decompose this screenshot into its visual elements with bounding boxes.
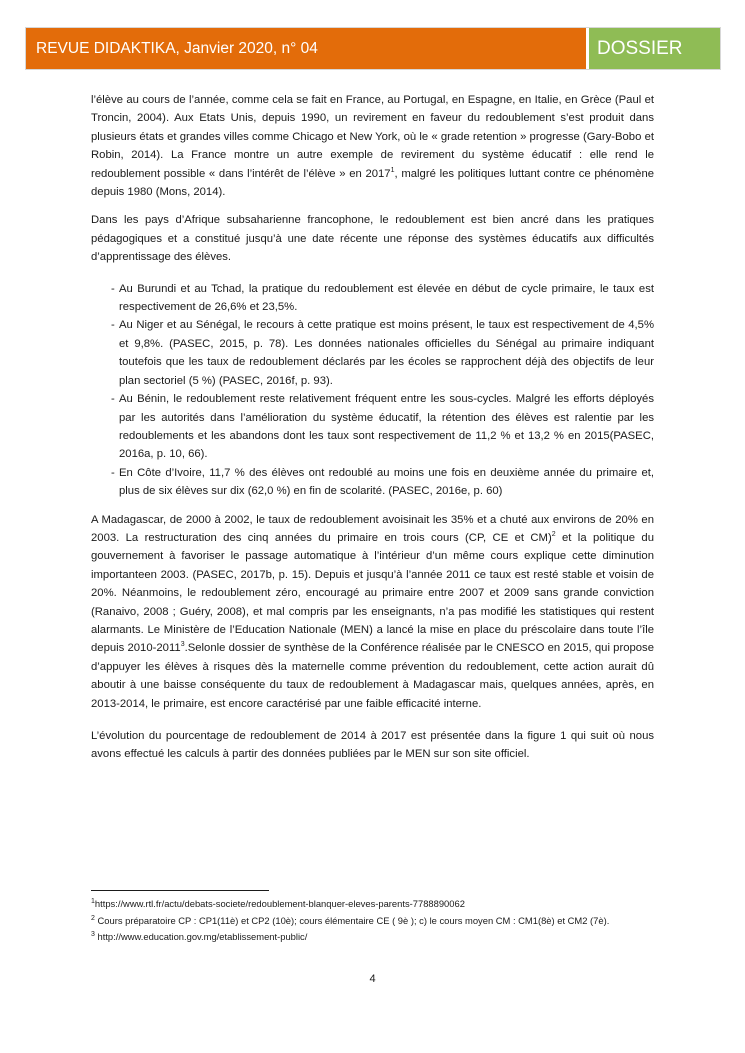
paragraph-2: Dans les pays d’Afrique subsaharienne francophone, le redoublement est bien ancré dans les pratiques pédagogiques et a constitué jusqu’à une date récente une réponse des systèmes éducatifs aux difficultés d’apprentissage des élèves. xyxy=(91,214,654,264)
footnote-2 xyxy=(91,913,654,930)
list-item-text: Au Niger et au Sénégal, le recours à cette pratique est moins présent, le taux est respectivement de 4,5% et 9,8%. (PASEC, 2015, p. 78). Les données nationales officielles du Sénégal au primaire indiquant toutefois que les taux de redoublement déclarés par les écoles se rapprochent déjà des objectifs de leur plan sectoriel (5 %) (PASEC, 2016f, p. 93). xyxy=(119,319,654,387)
footnote-text: Cours préparatoire CP : CP1(11è) et CP2 (10è); cours élémentaire CE ( 9è ); c) le cours moyen CM : CM1(8è) et CM2 (7è). xyxy=(94,914,610,926)
list-dash: - xyxy=(111,466,115,479)
country-list xyxy=(91,280,654,501)
footnote-ref-3[interactable]: 3 xyxy=(180,641,185,649)
paragraph-madagascar-text-a: A Madagascar, de 2000 à 2002, le taux de redoublement avoisinait les 35% et a chuté aux environs de 20% en 2003. La restructuration des cinq années du primaire en trois cours (CP, CE et CM) xyxy=(91,513,654,544)
paragraph-5: L’évolution du pourcentage de redoublement de 2014 à 2017 est présentée dans la figure 1 qui suit où nous avons effectué les calculs à partir des données publiées par le MEN sur son site officiel. xyxy=(91,730,654,761)
paragraph-madagascar xyxy=(91,511,654,713)
list-item-cote-divoire xyxy=(91,464,654,501)
page-header xyxy=(25,27,721,70)
list-item-text: Au Burundi et au Tchad, la pratique du redoublement est élevée en début de cycle primaire, le taux est respectivement de 26,6% et 23,5%. xyxy=(119,282,654,314)
footnote-3 xyxy=(91,929,654,946)
list-item-burundi-tchad xyxy=(91,280,654,317)
footnote-ref-1[interactable]: 1 xyxy=(390,166,395,174)
footnotes xyxy=(91,896,654,946)
footnote-number: 1 xyxy=(91,897,95,905)
list-dash: - xyxy=(111,319,115,332)
footnote-number: 3 xyxy=(91,930,95,938)
footnote-1 xyxy=(91,896,654,913)
section-label: DOSSIER xyxy=(589,28,720,69)
list-dash: - xyxy=(111,282,115,295)
list-item-benin xyxy=(91,390,654,464)
paragraph-madagascar-text-c: .Selonle dossier de synthèse de la Conférence réalisée par le CNESCO en 2015, qui propose d’appuyer les élèves à risques dès la maternelle comme prévention du redoublement, cette action aurait dû aboutir à une baisse conséquente du taux de redoublement à Madagascar mais, quelques années, après, en 2013-2014, le primaire, est encore caractérisé par une faible efficacité interne. xyxy=(91,642,654,710)
footnote-ref-2[interactable]: 2 xyxy=(551,531,556,539)
paragraph-madagascar-text-b: et la politique du gouvernement à favoriser le passage automatique à l’intérieur d’un même cours explique cette diminution importanteen 2003. (PASEC, 2017b, p. 15). Depuis et jusqu’à l’année 2011 ce taux est resté stable et voisin de 20%. Néanmoins, le redoublement zéro, encouragé au primaire entre 2007 et 2009 sans grande conviction (Ranaivo, 2008 ; Guéry, 2008), et mal compris par les enseignants, n’a pas modifié les statistiques qui restent alarmants. Le Ministère de l’Education Nationale (MEN) a lancé la mise en place du préscolaire dans toute l’île depuis 2010-2011 xyxy=(91,531,654,655)
footnote-separator xyxy=(91,890,269,891)
list-item-text: Au Bénin, le redoublement reste relativement fréquent entre les sous-cycles. Malgré les efforts déployés par les autorités dans l’amélioration du système éducatif, la rétention des élèves est ralentie par les redoublements et les abandons dont les taux sont respectivement de 11,2 % et 13,2 % en 2015(PASEC, 2016a, p. 10, 66). xyxy=(119,393,654,461)
list-item-niger-senegal xyxy=(91,316,654,390)
footnote-number: 2 xyxy=(91,914,95,922)
paragraph-1-text-b: , malgré les politiques luttant contre ce phénomène depuis 1980 (Mons, 2014). xyxy=(91,167,655,199)
paragraph-1 xyxy=(91,91,654,201)
list-dash: - xyxy=(111,393,115,406)
footnote-link[interactable]: http://www.education.gov.mg/etablissement-public/ xyxy=(94,931,308,942)
footnote-link[interactable]: https://www.rtl.fr/actu/debats-societe/redoublement-blanquer-eleves-parents-7788890062 xyxy=(94,898,465,909)
page-number: 4 xyxy=(369,973,376,985)
paragraph-1-text-a: l’élève au cours de l’année, comme cela se fait en France, au Portugal, en Espagne, en Italie, en Grèce (Paul et Troncin, 2004). Aux Etats Unis, depuis 1990, un revirement en faveur du redoublement s’est produit dans plusieurs états et grandes villes comme Chicago et New York, où le « grade retention » progresse (Gary-Bobo et Robin, 2014). La France montre un autre exemple de revirement du système éducatif : elle rend le redoublement possible « dans l’intérêt de l’élève » en 2017 xyxy=(91,94,654,180)
article-body xyxy=(91,91,654,774)
journal-title: REVUE DIDAKTIKA, Janvier 2020, n° 04 xyxy=(26,28,589,69)
list-item-text: En Côte d’Ivoire, 11,7 % des élèves ont redoublé au moins une fois en deuxième année du primaire et, plus de six élèves sur dix (62,0 %) en fin de scolarité. (PASEC, 2016e, p. 60) xyxy=(119,466,654,498)
